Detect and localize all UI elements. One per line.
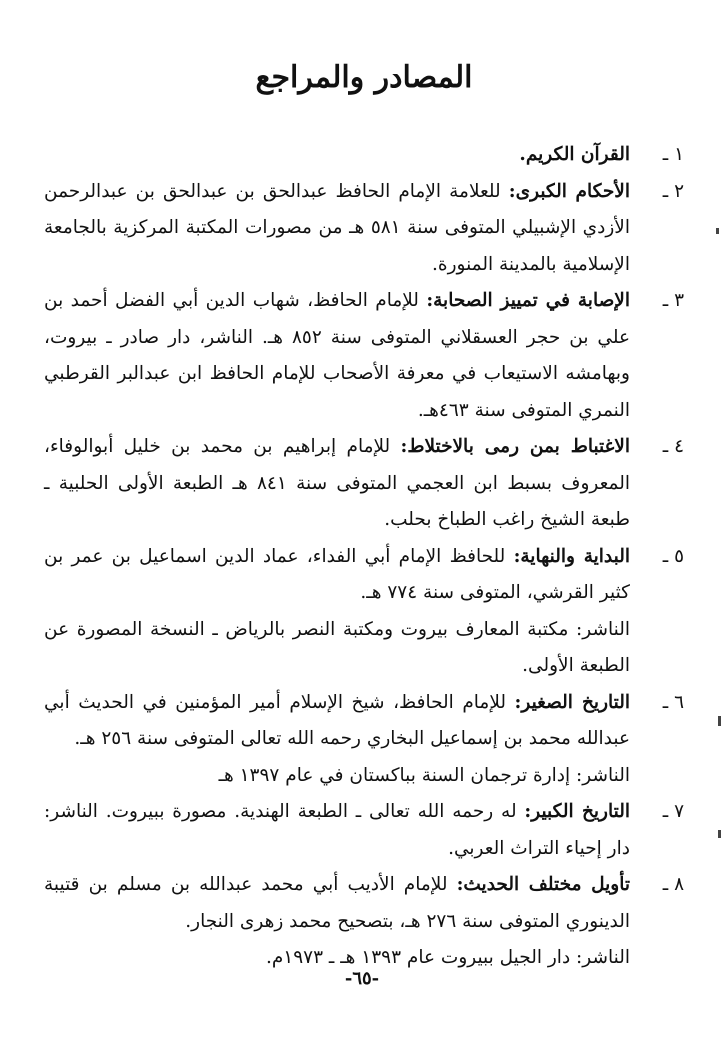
entry-number-value: ٦ (674, 691, 684, 713)
entry-number: ٢ ـ (662, 180, 684, 202)
entry-number: ٤ ـ (662, 436, 684, 457)
entry-body (44, 539, 630, 685)
entry-number-value: ٢ (674, 180, 684, 202)
reference-entry (44, 685, 684, 795)
entry-text: للإمام الحافظ، شيخ الإسلام أمير المؤمنين في الحديث أبي عبدالله محمد بن إسماعيل البخاري رحمه الله تعالى المتوفى سنة ٢٥٦ هـ. (44, 691, 630, 749)
reference-entry (44, 867, 684, 977)
entry-title: الإصابة في تمييز الصحابة: (426, 290, 630, 311)
entry-body (44, 137, 630, 174)
entry-body (44, 429, 630, 539)
reference-entry (44, 283, 684, 429)
entry-number-value: ٧ (674, 801, 684, 822)
page-number: -٦٥- (344, 968, 380, 989)
entry-body (44, 794, 630, 867)
reference-entry (44, 174, 684, 284)
reference-entry (44, 539, 684, 685)
entry-number: ٧ ـ (662, 801, 684, 822)
entry-body (44, 283, 630, 429)
entry-title: القرآن الكريم. (519, 144, 630, 165)
entry-publisher-note: الناشر: إدارة ترجمان السنة بباكستان في عام ١٣٩٧ هـ (218, 764, 630, 786)
reference-entry (44, 137, 684, 174)
entry-text: للعلامة الإمام الحافظ عبدالحق بن عبدالحق بن عبدالرحمن الأزدي الإشبيلي المتوفى سنة ٥٨١ هـ من مصورات المكتبة المركزية بالجامعة الإسلامية بالمدينة المنورة. (44, 180, 630, 275)
entry-title: التاريخ الكبير: (524, 801, 630, 822)
entry-number-value: ١ (674, 144, 684, 165)
entry-title: تأويل مختلف الحديث: (456, 874, 630, 895)
references-list (44, 137, 684, 977)
entry-number: ٨ ـ (662, 874, 684, 895)
entry-text: للحافظ الإمام أبي الفداء، عماد الدين اسماعيل بن عمر بن كثير القرشي، المتوفى سنة ٧٧٤ هـ. (44, 545, 630, 603)
entry-number-value: ٤ (674, 436, 684, 457)
entry-text: للإمام الحافظ، شهاب الدين أبي الفضل أحمد بن علي بن حجر العسقلاني المتوفى سنة ٨٥٢ هـ. الناشر، دار صادر ـ بيروت، وبهامشه الاستيعاب في معرفة الأصحاب للإمام الحافظ ابن عبدالبر القرطبي النمري المتوفى سنة ٤٦٣هـ. (44, 290, 631, 421)
entry-number: ٦ ـ (662, 691, 684, 713)
entry-number-value: ٣ (674, 290, 684, 311)
reference-entry (44, 429, 684, 539)
entry-publisher-note: الناشر: دار الجيل ببيروت عام ١٣٩٣ هـ ـ ١٩٧٣م. (265, 947, 630, 968)
entry-number: ١ ـ (662, 144, 684, 165)
entry-title: البداية والنهاية: (513, 545, 630, 567)
entry-number: ٣ ـ (662, 290, 684, 311)
entry-text: للإمام الأديب أبي محمد عبدالله بن مسلم بن قتيبة الدينوري المتوفى سنة ٢٧٦ هـ، بتصحيح محمد زهرى النجار. (44, 874, 630, 932)
entry-title: الأحكام الكبرى: (508, 180, 630, 202)
entry-body (44, 867, 630, 977)
scan-mark (716, 228, 719, 234)
entry-text: للإمام إبراهيم بن محمد بن خليل أبوالوفاء، المعروف بسبط ابن العجمي المتوفى سنة ٨٤١ هـ الطبعة الأولى الحلبية ـ طبعة الشيخ راغب الطباخ بحلب. (44, 436, 630, 530)
entry-title: التاريخ الصغير: (514, 691, 631, 713)
scan-mark (718, 830, 721, 838)
entry-title: الاغتباط بمن رمى بالاختلاط: (400, 436, 630, 457)
reference-entry (44, 794, 684, 867)
entry-number-value: ٨ (674, 874, 684, 895)
scan-mark (718, 716, 721, 726)
entry-body (44, 685, 630, 795)
entry-number: ٥ ـ (662, 545, 684, 567)
page-title: المصادر والمراجع (255, 60, 473, 95)
entry-text: له رحمه الله تعالى ـ الطبعة الهندية. مصورة ببيروت. الناشر: دار إحياء التراث العربي. (44, 801, 630, 859)
entry-number-value: ٥ (674, 545, 684, 567)
entry-body (44, 174, 630, 284)
entry-publisher-note: الناشر: مكتبة المعارف بيروت ومكتبة النصر بالرياض ـ النسخة المصورة عن الطبعة الأولى. (44, 618, 630, 676)
